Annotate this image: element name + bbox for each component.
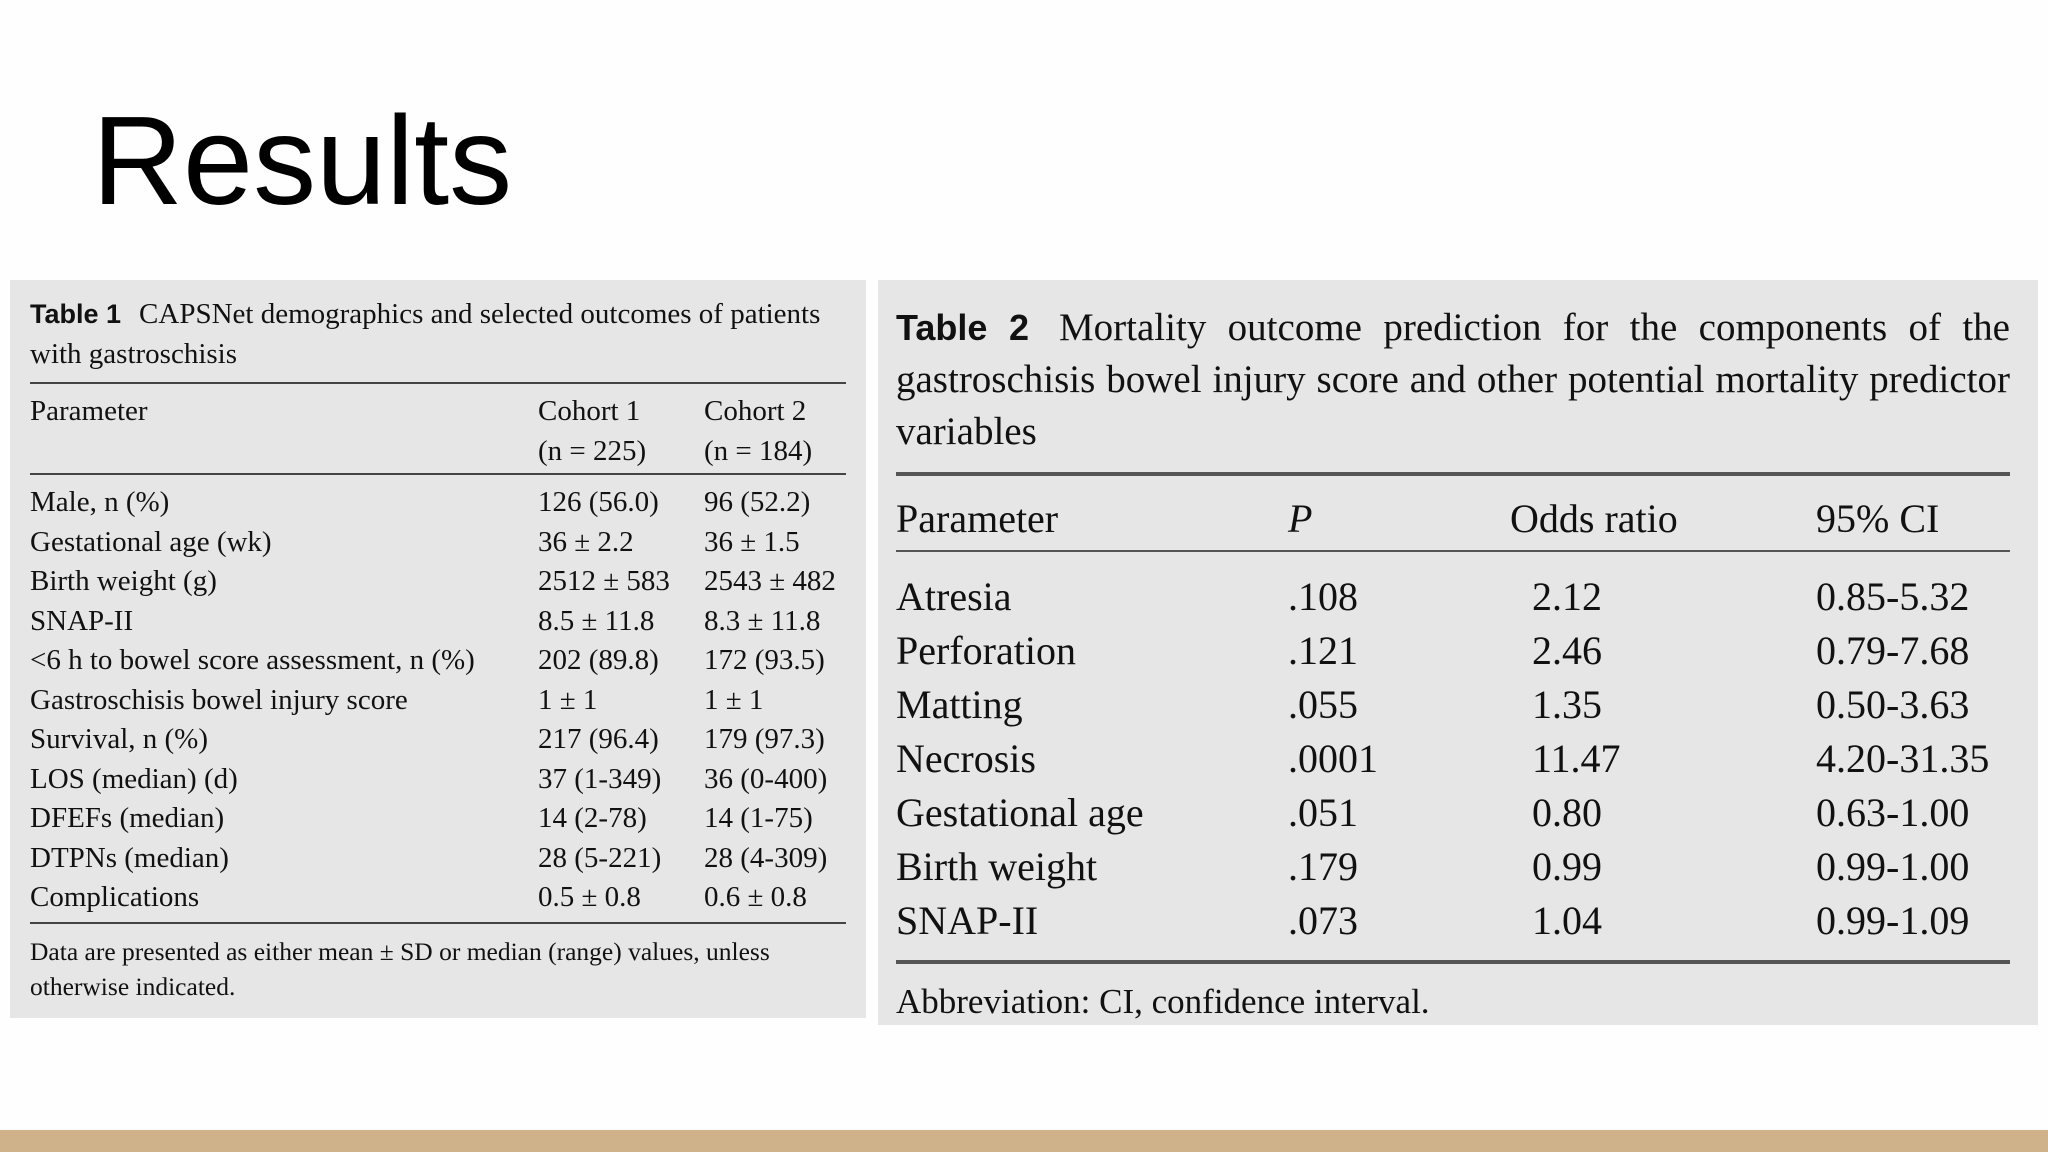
table-1-row (30, 562, 846, 602)
table-1-body (30, 474, 846, 923)
table-1-cell: 14 (1-75) (704, 802, 813, 834)
table-1-image (10, 280, 866, 1018)
table-2-cell: 2.46 (1532, 628, 1602, 673)
table-1-cell: 2512 ± 583 (538, 565, 670, 597)
table-1-cell: 28 (5-221) (538, 841, 662, 874)
table-1-cell: SNAP-II (30, 604, 134, 637)
table-1-row (30, 523, 846, 563)
table-2-header-parameter: Parameter (896, 476, 1288, 551)
table-2-cell: Matting (896, 682, 1023, 727)
table-2-cell: 0.79-7.68 (1816, 628, 1970, 673)
table-1-header-parameter: Parameter (30, 384, 538, 474)
slide-title: Results (92, 90, 513, 231)
table-1-header-cohort-1: Cohort 1 (n = 225) (538, 384, 704, 474)
table-1-cell: 179 (97.3) (704, 723, 825, 755)
table-2-cell: 11.47 (1532, 736, 1621, 781)
table-2-row (896, 894, 2010, 962)
table-1-cell: Male, n (%) (30, 486, 170, 518)
table-2-cell: 0.99 (1532, 844, 1602, 889)
table-2-caption-text: Mortality outcome prediction for the components of the gastroschisis bowel injury score and other potential mortality predictor variables (896, 306, 2010, 453)
table-2-cell: 4.20-31.35 (1816, 736, 1990, 781)
table-2-row (896, 624, 2010, 678)
table-1-cell: 1 ± 1 (704, 683, 764, 716)
bottom-accent-bar (0, 1130, 2048, 1152)
table-2-footnote: Abbreviation: CI, confidence interval. (896, 982, 1430, 1021)
table-1-caption (30, 294, 846, 384)
table-2-cell: .121 (1288, 628, 1358, 673)
table-2-caption (896, 302, 2010, 476)
table-2-row (896, 732, 2010, 786)
table-1-cell: Birth weight (g) (30, 565, 217, 597)
table-1-cell: 217 (96.4) (538, 723, 659, 755)
table-1-cell: Complications (30, 881, 200, 913)
table-2-cell: Atresia (896, 574, 1012, 619)
table-2-cell: 0.85-5.32 (1816, 574, 1970, 619)
table-2-cell: 2.12 (1532, 574, 1602, 619)
table-2-cell: Gestational age (896, 790, 1144, 835)
table-1-cell: 172 (93.5) (704, 644, 825, 676)
table-2-cell: .073 (1288, 898, 1358, 943)
table-1 (30, 384, 846, 924)
table-1-cell: 2543 ± 482 (704, 565, 836, 597)
table-1-row (30, 839, 846, 879)
table-1-cell: 14 (2-78) (538, 802, 647, 834)
table-2-header-odds-ratio: Odds ratio (1510, 476, 1816, 551)
table-1-header-row (30, 384, 846, 474)
table-1-cell: DFEFs (median) (30, 802, 225, 834)
table-1-cell: 36 ± 1.5 (704, 525, 800, 558)
table-1-cell: DTPNs (median) (30, 841, 229, 874)
table-1-cell: 126 (56.0) (538, 486, 659, 518)
table-2-cell: 1.35 (1532, 682, 1602, 727)
table-1-footnote: Data are presented as either mean ± SD or median (range) values, unless otherwise indicated. (30, 936, 770, 1001)
table-1-cell: LOS (median) (d) (30, 762, 238, 795)
table-1-cell: <6 h to bowel score assessment, n (%) (30, 644, 475, 676)
table-1-row (30, 602, 846, 642)
table-2-header-p: P (1288, 476, 1510, 551)
table-2-row (896, 678, 2010, 732)
table-2-cell: Birth weight (896, 844, 1098, 889)
table-1-cell: 37 (1-349) (538, 762, 662, 795)
table-1-label: Table 1 (30, 299, 122, 329)
table-2-cell: 1.04 (1532, 898, 1602, 943)
table-1-cell: 0.5 ± 0.8 (538, 881, 641, 913)
table-2-image (878, 280, 2038, 1025)
table-1-cell: 28 (4-309) (704, 841, 828, 874)
table-2-cell: SNAP-II (896, 898, 1039, 943)
table-2-cell: .055 (1288, 682, 1358, 727)
table-1-cell: Survival, n (%) (30, 723, 208, 755)
table-2-cell: .0001 (1288, 736, 1378, 781)
table-2-cell: 0.63-1.00 (1816, 790, 1970, 835)
table-1-cell: 8.3 ± 11.8 (704, 604, 821, 637)
table-1-row (30, 681, 846, 721)
table-1-row (30, 760, 846, 800)
table-2-row (896, 840, 2010, 894)
table-1-cell: 1 ± 1 (538, 683, 598, 716)
table-2-row (896, 786, 2010, 840)
table-1-row (30, 799, 846, 839)
table-2-header-ci: 95% CI (1816, 476, 2010, 551)
table-1-cell: 36 (0-400) (704, 762, 828, 795)
table-2-label: Table 2 (896, 307, 1029, 348)
table-1-cell: 202 (89.8) (538, 644, 659, 676)
table-2-cell: .179 (1288, 844, 1358, 889)
table-2-row (896, 551, 2010, 624)
table-2 (896, 476, 2010, 964)
table-2-header-row (896, 476, 2010, 551)
table-2-cell: 0.99-1.09 (1816, 898, 1970, 943)
table-1-row (30, 641, 846, 681)
table-2-cell: Necrosis (896, 736, 1036, 781)
table-2-cell: .051 (1288, 790, 1358, 835)
table-1-caption-text: CAPSNet demographics and selected outcomes of patients with gastroschisis (30, 298, 821, 370)
table-1-cell: 8.5 ± 11.8 (538, 604, 655, 637)
table-1-header-cohort-2: Cohort 2 (n = 184) (704, 384, 846, 474)
table-2-cell: Perforation (896, 628, 1076, 673)
table-1-row (30, 474, 846, 523)
table-2-cell: .108 (1288, 574, 1358, 619)
table-2-body (896, 551, 2010, 962)
table-1-cell: 36 ± 2.2 (538, 525, 634, 558)
table-1-cell: Gastroschisis bowel injury score (30, 683, 408, 716)
table-2-cell: 0.99-1.00 (1816, 844, 1970, 889)
table-2-cell: 0.50-3.63 (1816, 682, 1970, 727)
table-2-cell: 0.80 (1532, 790, 1602, 835)
table-1-cell: 96 (52.2) (704, 486, 811, 518)
table-1-row (30, 878, 846, 923)
table-1-cell: 0.6 ± 0.8 (704, 881, 807, 913)
table-1-cell: Gestational age (wk) (30, 525, 272, 558)
table-1-row (30, 720, 846, 760)
